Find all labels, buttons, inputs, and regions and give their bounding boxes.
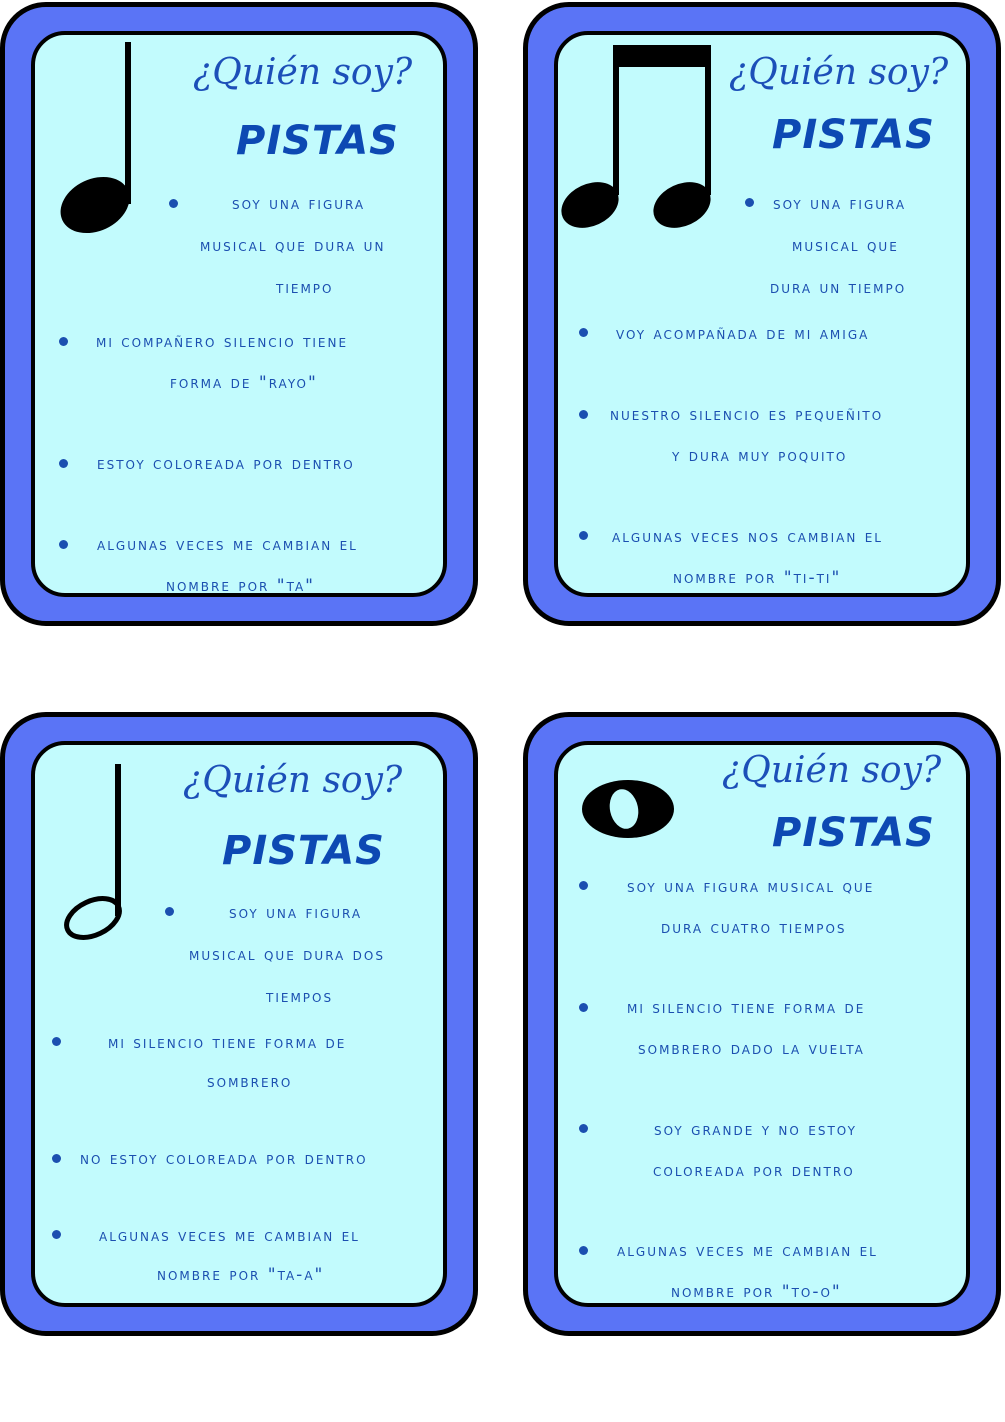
card-title: ¿Quién soy? [729,52,949,93]
bullet [579,328,588,337]
bullet [59,540,68,549]
quarter-note-icon [55,40,145,240]
clue-line: nombre por "ta" [166,576,316,596]
bullet [579,1124,588,1133]
clue-line: mi compañero silencio tiene [96,332,349,352]
clue-line: y dura muy poquito [672,446,848,466]
clue-line: soy una figura [229,903,363,923]
card-subtitle: PISTAS [772,112,935,158]
clue-line: no estoy coloreada por dentro [80,1149,368,1169]
beamed-eighth-notes-icon [560,45,715,235]
bullet [59,459,68,468]
bullet [579,410,588,419]
clue-line: mi silencio tiene forma de [108,1033,347,1053]
clue-line: soy una figura [232,194,366,214]
clue-line: nombre por "ta-a" [157,1265,325,1285]
clue-line: nombre por "to-o" [671,1282,842,1302]
clue-line: soy grande y no estoy [654,1120,857,1140]
clue-line: algunas veces me cambian el [99,1226,360,1246]
bullet [579,531,588,540]
card-subtitle: PISTAS [222,828,385,874]
bullet [59,337,68,346]
bullet [579,881,588,890]
clue-line: soy una figura musical que [627,877,875,897]
clue-line: mi silencio tiene forma de [627,998,866,1018]
bullet [579,1003,588,1012]
clue-line: voy acompañada de mi amiga [616,324,870,344]
clue-line: musical que dura dos [189,945,385,965]
clue-line: forma de "rayo" [170,373,318,393]
clue-line: estoy coloreada por dentro [97,454,355,474]
half-note-icon [62,762,132,947]
clue-line: algunas veces me cambian el [617,1241,878,1261]
whole-note-icon [580,778,676,840]
bullet [52,1037,61,1046]
clue-line: algunas veces nos cambian el [612,527,883,547]
clue-line: musical que [792,236,899,256]
card-subtitle: PISTAS [236,118,399,164]
clue-line: nombre por "ti-ti" [673,568,842,588]
card-title: ¿Quién soy? [722,750,942,791]
clue-line: algunas veces me cambian el [97,535,358,555]
clue-line: tiempo [276,278,334,298]
card-title: ¿Quién soy? [183,760,403,801]
bullet [169,199,178,208]
bullet [52,1154,61,1163]
bullet [579,1246,588,1255]
clue-line: dura cuatro tiempos [661,918,847,938]
clue-line: coloreada por dentro [653,1161,855,1181]
clue-line: musical que dura un [200,236,386,256]
bullet [745,198,754,207]
bullet [52,1230,61,1239]
clue-line: nuestro silencio es pequeñito [610,405,884,425]
bullet [165,907,174,916]
card-title: ¿Quién soy? [193,52,413,93]
card-subtitle: PISTAS [772,810,935,856]
clue-line: sombrero dado la vuelta [638,1039,865,1059]
clue-line: tiempos [266,987,334,1007]
clue-line: sombrero [207,1072,293,1092]
clue-line: soy una figura [773,194,907,214]
clue-line: dura un tiempo [770,278,907,298]
